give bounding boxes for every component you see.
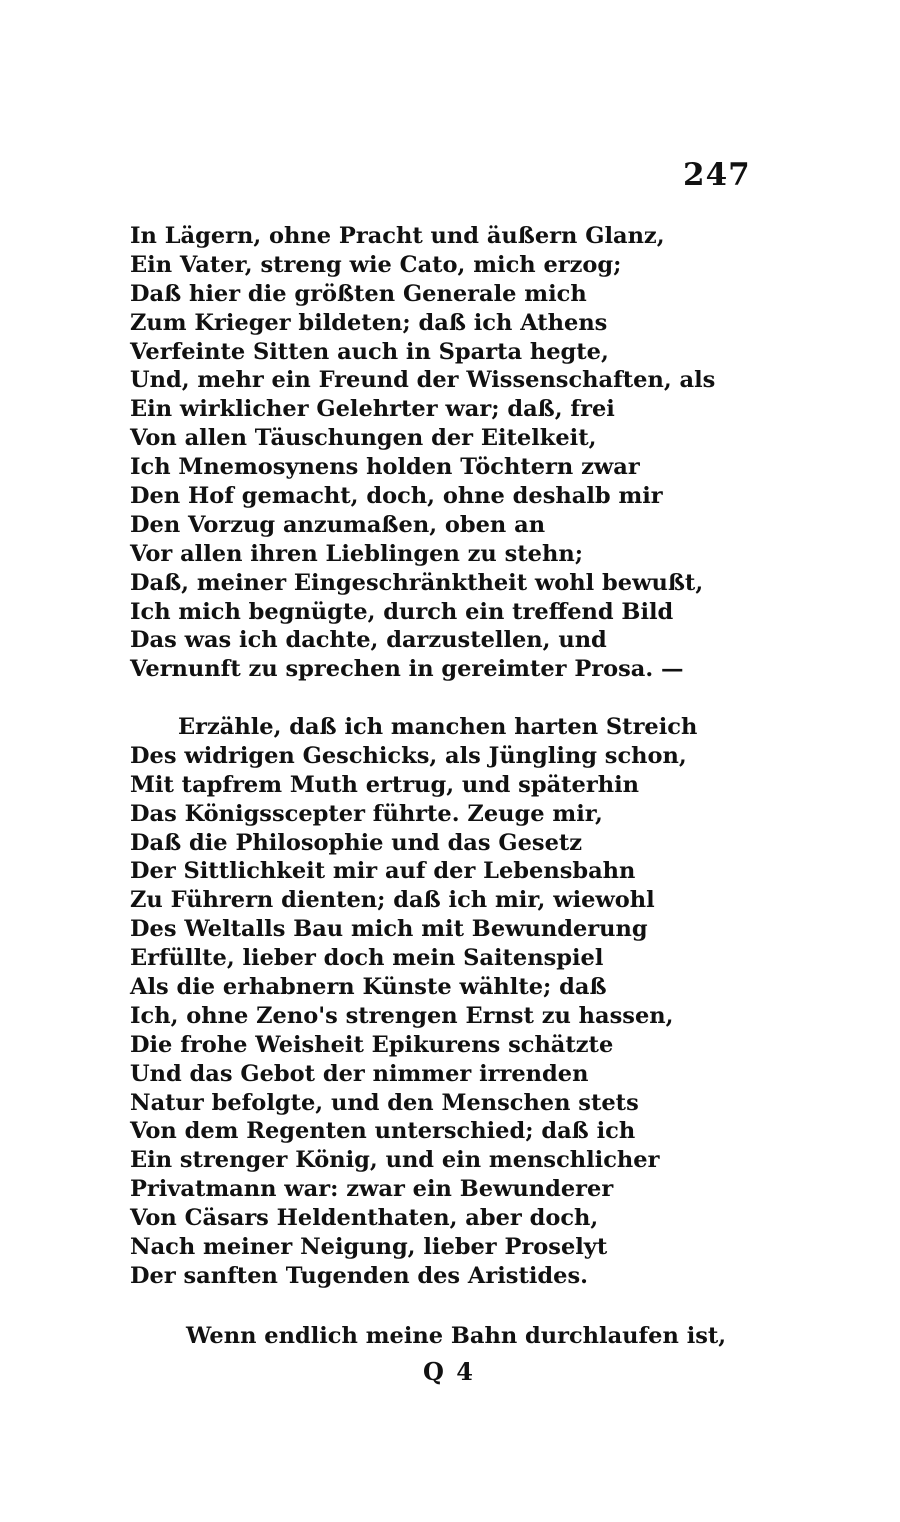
verse-line: Verfeinte Sitten auch in Sparta hegte, bbox=[130, 338, 609, 365]
verse-line: Daß hier die größten Generale mich bbox=[130, 280, 587, 307]
verse-line: Natur befolgte, und den Menschen stets bbox=[130, 1089, 639, 1116]
verse-line: Das was ich dachte, darzustellen, und bbox=[130, 627, 607, 654]
verse-line: Den Vorzug anzumaßen, oben an bbox=[130, 511, 546, 538]
verse-line: Als die erhabnern Künste wählte; daß bbox=[130, 974, 607, 1001]
stanza-3 bbox=[130, 1322, 726, 1351]
verse-line: Erfüllte, lieber doch mein Saitenspiel bbox=[130, 945, 604, 972]
verse-line: Nach meiner Neigung, lieber Proselyt bbox=[130, 1234, 608, 1261]
verse-line: Vor allen ihren Lieblingen zu stehn; bbox=[130, 540, 584, 567]
verse-line: Und, mehr ein Freund der Wissenschaften, als bbox=[130, 367, 716, 394]
verse-line: Ein strenger König, und ein menschlicher bbox=[130, 1147, 660, 1174]
verse-line: Den Hof gemacht, doch, ohne deshalb mir bbox=[130, 483, 663, 510]
page-number: 247 bbox=[683, 157, 751, 193]
verse-line: Zum Krieger bildeten; daß ich Athens bbox=[130, 309, 608, 336]
verse-line: Und das Gebot der nimmer irrenden bbox=[130, 1060, 589, 1087]
verse-line: Wenn endlich meine Bahn durchlaufen ist, bbox=[186, 1323, 727, 1349]
verse-line: Ich, ohne Zeno's strengen Ernst zu hassen, bbox=[130, 1002, 674, 1029]
verse-line: Von dem Regenten unterschied; daß ich bbox=[130, 1118, 636, 1145]
verse-line: Zu Führern dienten; daß ich mir, wiewohl bbox=[130, 887, 655, 914]
verse-line: Erzähle, daß ich manchen harten Streich bbox=[178, 714, 698, 740]
verse-line: Vernunft zu sprechen in gereimter Prosa. — bbox=[130, 656, 684, 683]
verse-line: Privatmann war: zwar ein Bewunderer bbox=[130, 1176, 614, 1203]
verse-line: Ich Mnemosynens holden Töchtern zwar bbox=[130, 454, 640, 481]
verse-line: Von allen Täuschungen der Eitelkeit, bbox=[130, 425, 597, 452]
stanza-1 bbox=[130, 222, 715, 684]
signature-mark: Q 4 bbox=[423, 1357, 475, 1386]
verse-line: Der sanften Tugenden des Aristides. bbox=[130, 1262, 588, 1289]
verse-line: Von Cäsars Heldenthaten, aber doch, bbox=[130, 1205, 599, 1232]
stanza-2 bbox=[130, 713, 697, 1291]
verse-line: Des Weltalls Bau mich mit Bewunderung bbox=[130, 916, 648, 943]
verse-line: Daß die Philosophie und das Gesetz bbox=[130, 829, 583, 856]
verse-line: Der Sittlichkeit mir auf der Lebensbahn bbox=[130, 858, 636, 885]
verse-line: Daß, meiner Eingeschränktheit wohl bewußt, bbox=[130, 569, 704, 596]
verse-line: Die frohe Weisheit Epikurens schätzte bbox=[130, 1031, 614, 1058]
verse-line: Ich mich begnügte, durch ein treffend Bild bbox=[130, 598, 674, 625]
verse-line: Ein wirklicher Gelehrter war; daß, frei bbox=[130, 396, 615, 423]
verse-line: Ein Vater, streng wie Cato, mich erzog; bbox=[130, 251, 622, 278]
verse-line: Das Königsscepter führte. Zeuge mir, bbox=[130, 800, 603, 827]
verse-line: In Lägern, ohne Pracht und äußern Glanz, bbox=[130, 223, 665, 249]
verse-line: Des widrigen Geschicks, als Jüngling schon, bbox=[130, 742, 687, 769]
verse-line: Mit tapfrem Muth ertrug, und späterhin bbox=[130, 771, 639, 798]
